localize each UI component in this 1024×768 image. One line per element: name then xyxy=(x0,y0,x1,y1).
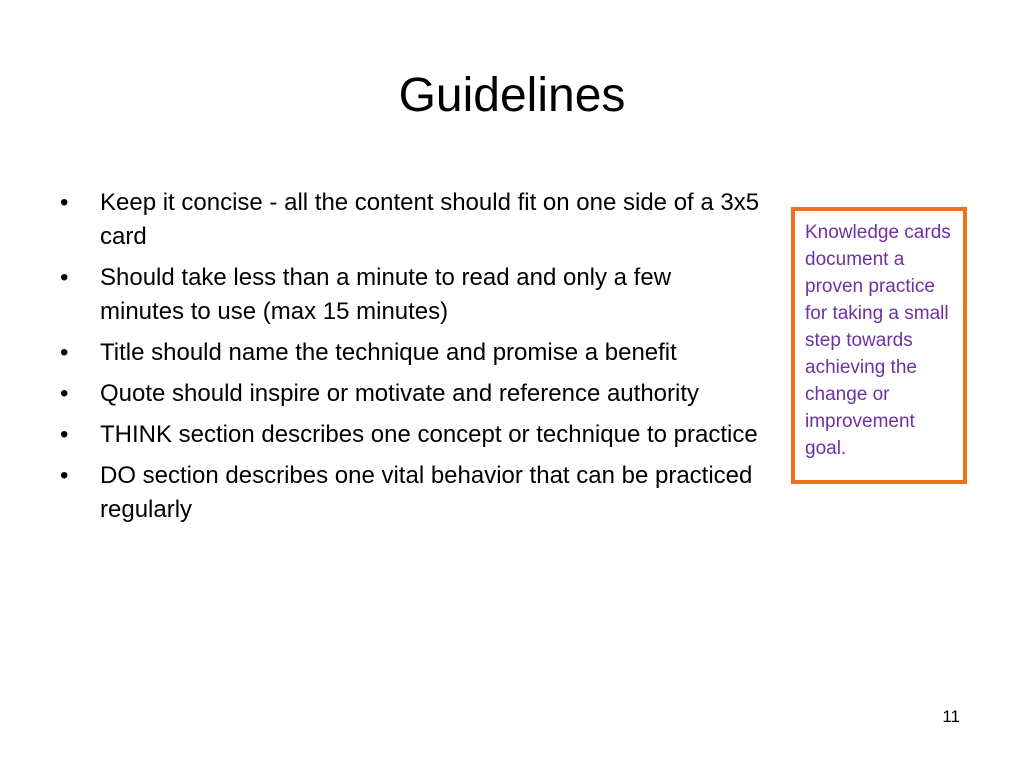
slide-title: Guidelines xyxy=(398,69,626,122)
bullet-text: Should take less than a minute to read and only a few minutes to use (max 15 minutes) xyxy=(100,264,672,325)
bullet-marker: • xyxy=(60,462,69,489)
bullet-marker: • xyxy=(60,380,69,407)
bullet-text: Keep it concise - all the content should fit on one side of a 3x5 card xyxy=(100,189,760,250)
bullet-item xyxy=(60,459,760,527)
bullet-marker: • xyxy=(60,264,69,291)
bullet-item xyxy=(60,377,760,411)
page-number: 11 xyxy=(942,707,960,726)
callout-box xyxy=(791,207,967,484)
bullet-item xyxy=(60,261,760,329)
bullet-text: Quote should inspire or motivate and reference authority xyxy=(100,380,700,407)
bullet-item xyxy=(60,418,760,452)
callout-text: Knowledge cards document a proven practice for taking a small step towards achieving the change or improvement goal. xyxy=(805,222,951,459)
bullet-marker: • xyxy=(60,421,69,448)
bullet-item xyxy=(60,336,760,370)
bullet-marker: • xyxy=(60,189,69,216)
bullet-list xyxy=(60,186,760,534)
bullet-marker: • xyxy=(60,339,69,366)
bullet-text: DO section describes one vital behavior that can be practiced regularly xyxy=(100,462,753,523)
bullet-text: THINK section describes one concept or technique to practice xyxy=(100,421,758,448)
bullet-item xyxy=(60,186,760,254)
bullet-text: Title should name the technique and promise a benefit xyxy=(100,339,677,366)
